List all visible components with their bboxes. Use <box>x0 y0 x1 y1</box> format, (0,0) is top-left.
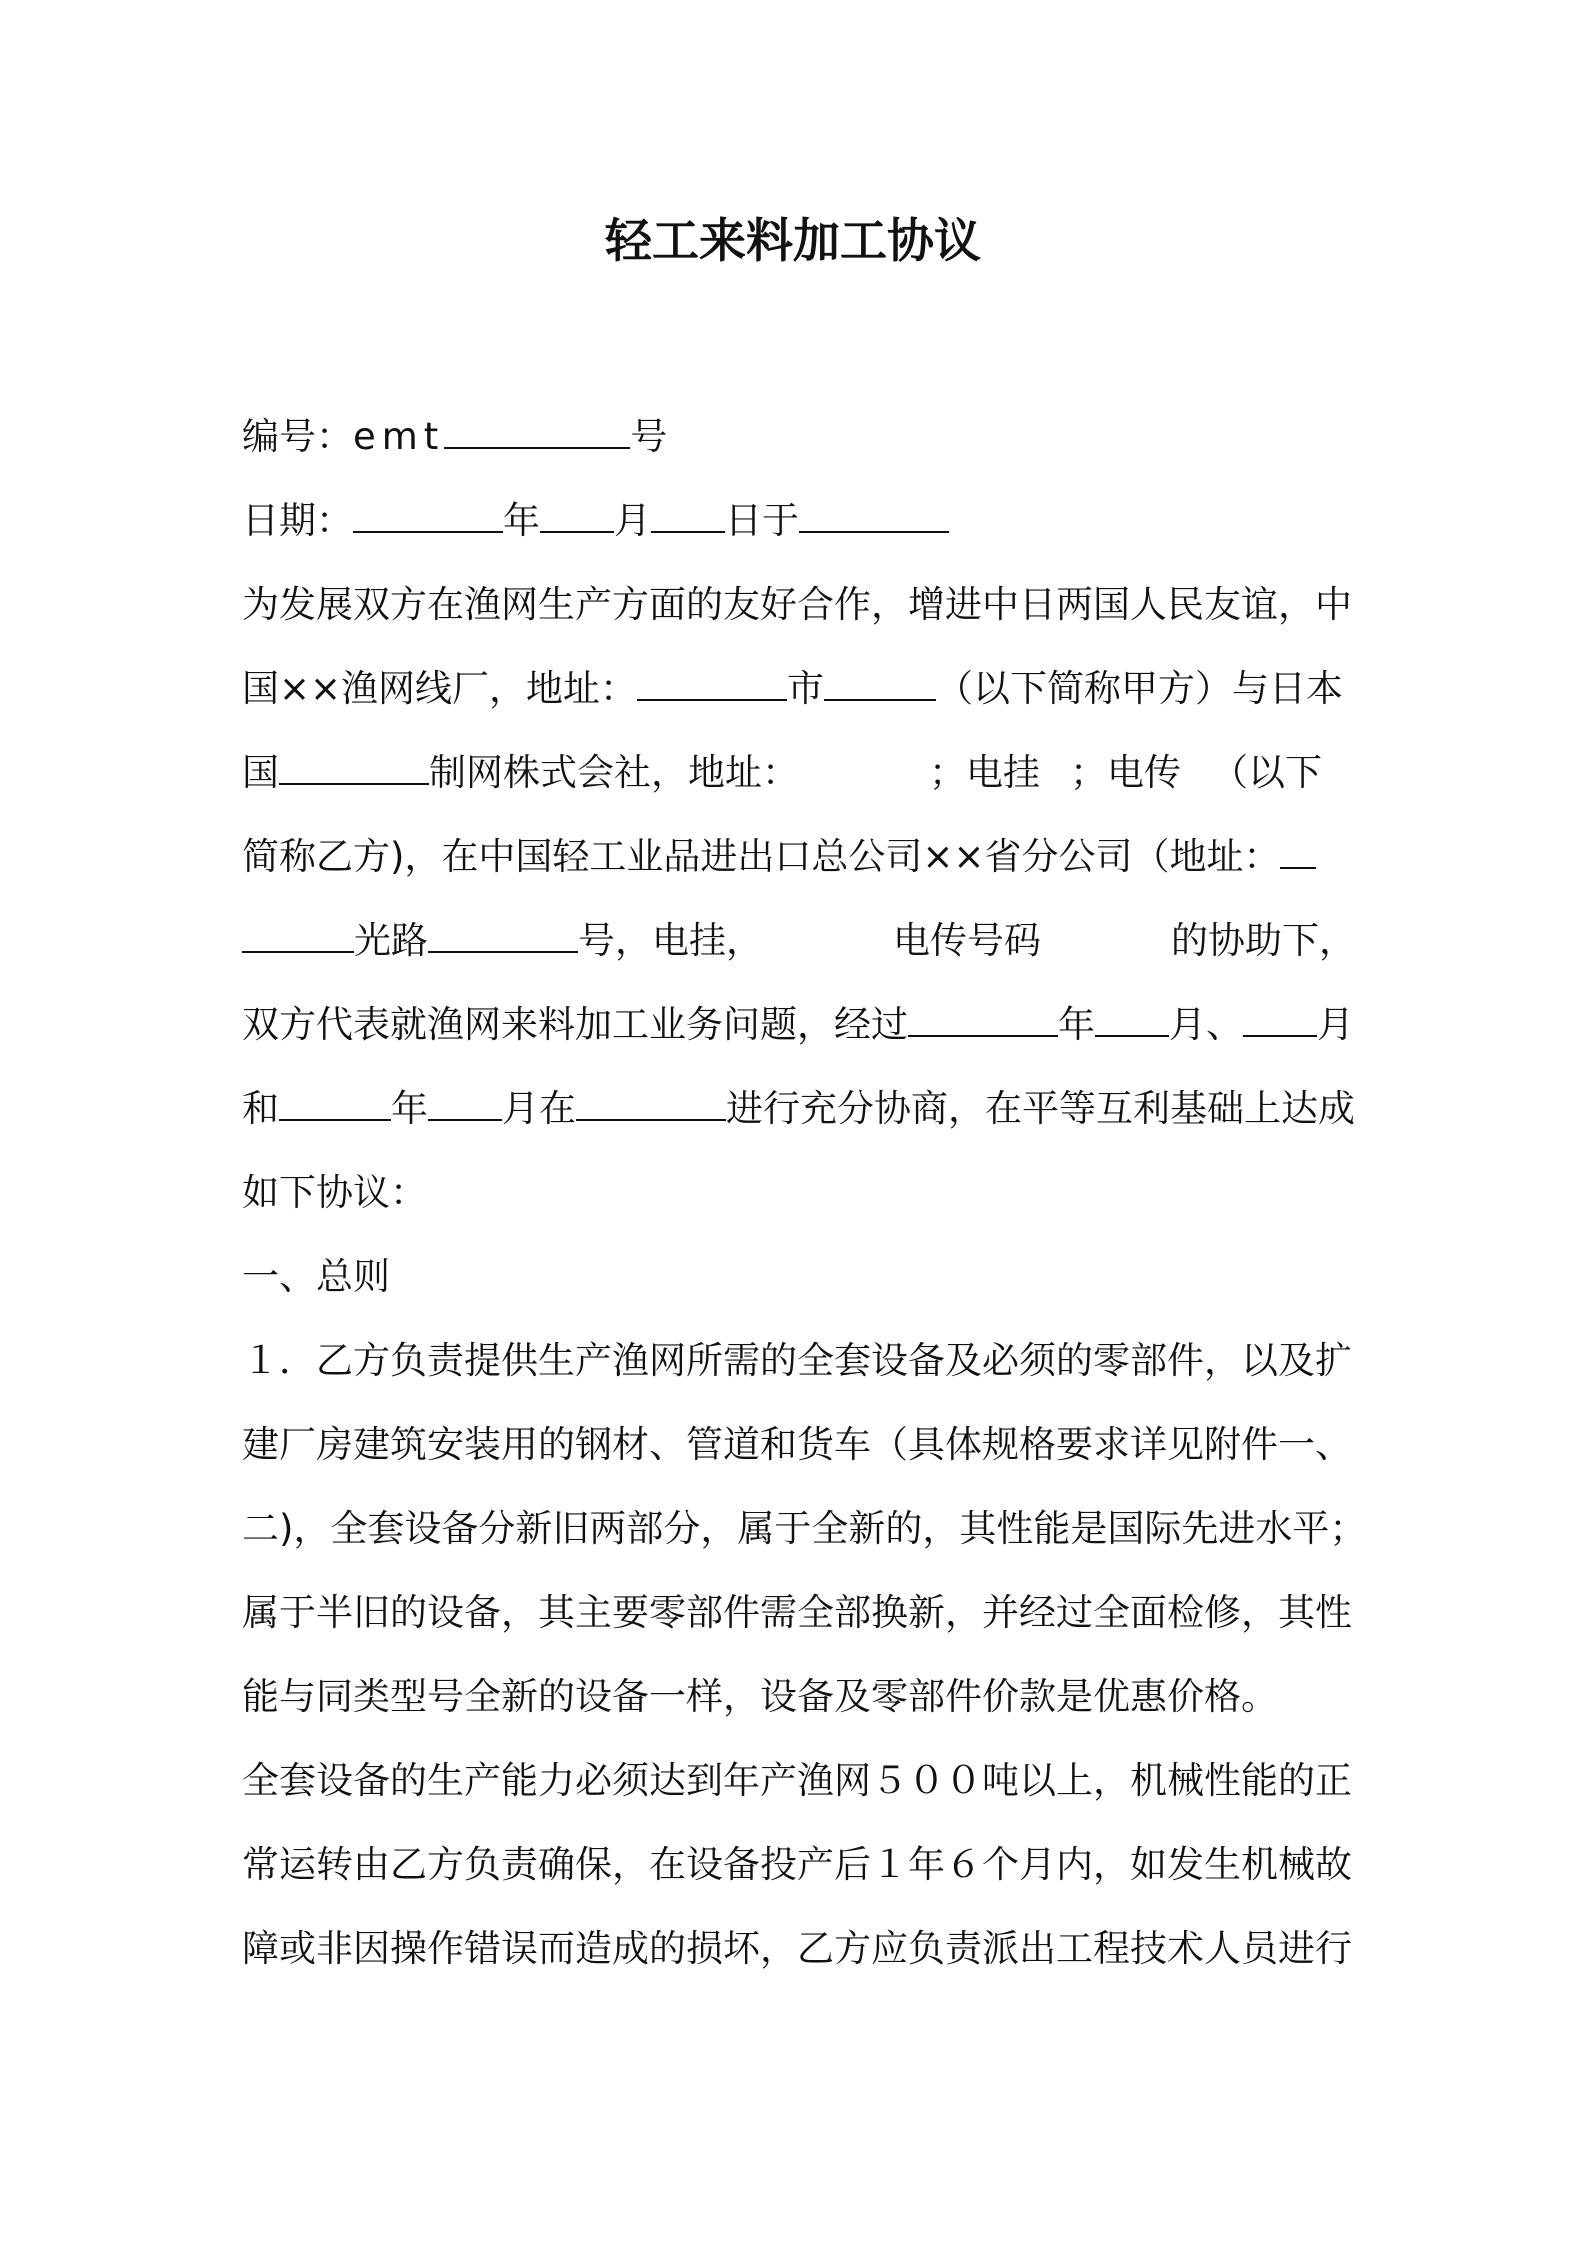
meeting-year-blank <box>908 1001 1058 1037</box>
intro-line-7 <box>242 1084 1362 1134</box>
intro-l7c: 月在 <box>502 1087 576 1130</box>
city-blank-2 <box>824 665 936 701</box>
number-blank <box>444 413 630 449</box>
intro-l5b: 号，电挂， <box>578 919 763 962</box>
address-blank <box>1280 833 1316 869</box>
intro-l5c: 电传号码 <box>893 919 1041 962</box>
intro-line-8: 如下协议： <box>242 1171 427 1214</box>
month-label: 月 <box>614 499 651 542</box>
clause-2-line-1: 全套设备的生产能力必须达到年产渔网５００吨以上，机械性能的正 <box>242 1759 1352 1802</box>
intro-l4: 简称乙方)，在中国轻工业品进出口总公司××省分公司（地址： <box>242 835 1281 878</box>
intro-l3d: ；电传 <box>1070 751 1181 794</box>
road-number-blank <box>428 917 578 953</box>
intro-l5d: 的协助下， <box>1171 919 1356 962</box>
intro-l2c: （以下简称甲方）与日本 <box>936 667 1344 710</box>
clause-1-line-2: 建厂房建筑安装用的钢材、管道和货车（具体规格要求详见附件一、 <box>242 1423 1352 1466</box>
intro-l6d: 月 <box>1317 1003 1354 1046</box>
intro-l2a: 国××渔网线厂，地址： <box>242 667 638 710</box>
day-at-label: 日于 <box>725 499 799 542</box>
year-label: 年 <box>503 499 540 542</box>
meeting-month-blank <box>1095 1001 1169 1037</box>
number-prefix: emt <box>353 415 445 458</box>
clause-1-line-3: 二)，全套设备分新旧两部分，属于全新的，其性能是国际先进水平； <box>242 1507 1367 1550</box>
place-blank <box>799 497 949 533</box>
city-blank <box>637 665 787 701</box>
clause-1-line-5: 能与同类型号全新的设备一样，设备及零部件价款是优惠价格。 <box>242 1675 1278 1718</box>
intro-line-2 <box>242 664 1362 714</box>
year-blank <box>353 497 503 533</box>
date-label: 日期： <box>242 499 353 542</box>
meeting-place-blank <box>576 1085 726 1121</box>
clause-2-line-3: 障或非因操作错误而造成的损坏，乙方应负责派出工程技术人员进行 <box>242 1927 1352 1970</box>
intro-line-6 <box>242 1000 1362 1050</box>
number-line <box>242 412 1362 462</box>
day-blank <box>651 497 725 533</box>
intro-line-4 <box>242 832 1362 882</box>
intro-l6c: 月、 <box>1169 1003 1243 1046</box>
second-month-blank <box>428 1085 502 1121</box>
intro-l7a: 和 <box>242 1087 279 1130</box>
intro-l3e: （以下 <box>1211 751 1322 794</box>
intro-line-1: 为发展双方在渔网生产方面的友好合作，增进中日两国人民友谊，中 <box>242 583 1352 626</box>
company-blank <box>279 749 429 785</box>
intro-l6a: 双方代表就渔网来料加工业务问题，经过 <box>242 1003 908 1046</box>
clause-1-line-1: １．乙方负责提供生产渔网所需的全套设备及必须的零部件，以及扩 <box>242 1339 1352 1382</box>
second-year-blank <box>279 1085 391 1121</box>
number-label: 编号： <box>242 415 353 458</box>
section-heading: 一、总则 <box>242 1255 390 1298</box>
month-blank <box>540 497 614 533</box>
road-blank <box>242 917 354 953</box>
intro-line-3 <box>242 748 1362 798</box>
document-title: 轻工来料加工协议 <box>605 214 981 269</box>
intro-l7d: 进行充分协商，在平等互利基础上达成 <box>726 1087 1355 1130</box>
intro-l3b: 制网株式会社，地址： <box>429 751 799 794</box>
clause-2-line-2: 常运转由乙方负责确保，在设备投产后１年６个月内，如发生机械故 <box>242 1843 1352 1886</box>
number-suffix: 号 <box>630 415 668 458</box>
intro-l2b: 市 <box>787 667 825 710</box>
clause-1-line-4: 属于半旧的设备，其主要零部件需全部换新，并经过全面检修，其性 <box>242 1591 1352 1634</box>
date-line <box>242 496 1362 546</box>
meeting-month-blank-2 <box>1243 1001 1317 1037</box>
intro-l3a: 国 <box>242 751 279 794</box>
intro-l7b: 年 <box>391 1087 428 1130</box>
intro-line-5 <box>242 916 1362 966</box>
intro-l3c: ；电挂 <box>929 751 1040 794</box>
intro-l6b: 年 <box>1058 1003 1095 1046</box>
intro-l5a: 光路 <box>354 919 428 962</box>
